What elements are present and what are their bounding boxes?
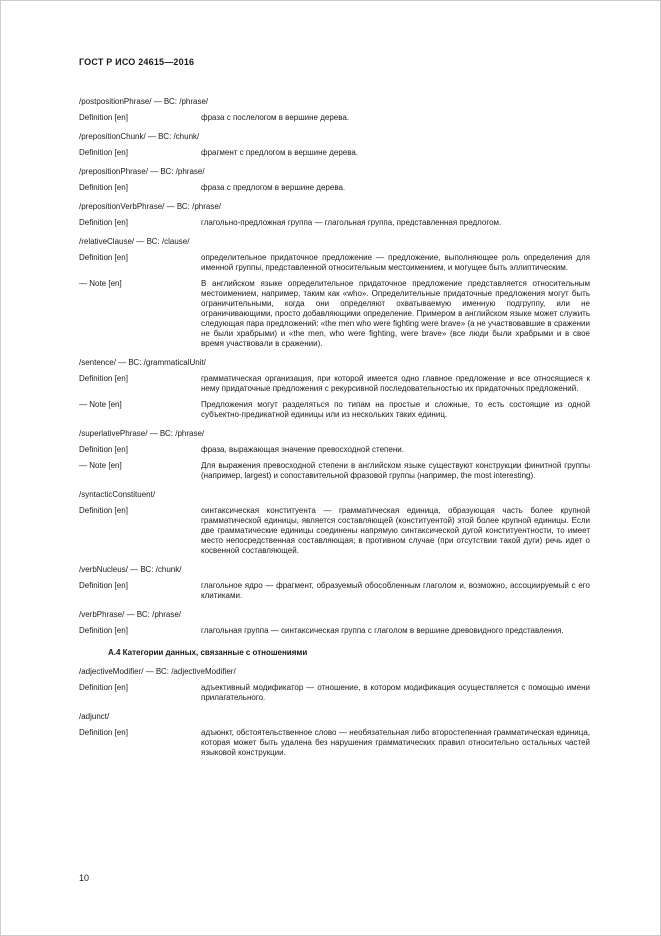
definition-text: глагольное ядро — фрагмент, образуемый обособленным глаголом и, возможно, ассоциируемый с его клитиками. (201, 581, 590, 600)
definition-text: определительное придаточное предложение — предложение, выполняющее роль определения для именной группы, представленной относительным местоимением, и могущее быть эллиптическим. (201, 253, 590, 272)
page-number: 10 (79, 873, 90, 883)
term-line: /sentence/ — ВС: /grammaticalUnit/ (79, 358, 206, 367)
term-line: /verbNucleus/ — ВС: /chunk/ (79, 565, 182, 574)
term-line: /adjectiveModifier/ — ВС: /adjectiveModifier/ (79, 667, 236, 676)
definition-label: Definition [en] (79, 113, 128, 122)
definition-row (79, 683, 590, 703)
definition-text: глагольная группа — синтаксическая группа с глаголом в вершине древовидного представления. (201, 626, 564, 635)
note-label: — Note [en] (79, 461, 122, 470)
term-line: /verbPhrase/ — ВС: /phrase/ (79, 610, 181, 619)
note-row (79, 400, 590, 420)
definition-row (79, 183, 590, 193)
definition-row (79, 506, 590, 556)
definition-label: Definition [en] (79, 183, 128, 192)
definition-text: фраза с предлогом в вершине дерева. (201, 183, 346, 192)
term-line: /syntacticConstituent/ (79, 490, 156, 499)
term-line: /prepositionVerbPhrase/ — ВС: /phrase/ (79, 202, 222, 211)
note-row (79, 279, 590, 349)
definition-row (79, 113, 590, 123)
note-label: — Note [en] (79, 279, 122, 288)
definition-row (79, 626, 590, 636)
definition-row (79, 148, 590, 158)
definition-label: Definition [en] (79, 374, 128, 383)
definition-text: адъективный модификатор — отношение, в котором модификация осуществляется с помощью имени прилагательного. (201, 683, 590, 702)
note-text: Предложения могут разделяться по типам на простые и сложные, то есть состоящие из одной субъектно-предикатной единицы или из нескольких таких единиц. (201, 400, 590, 419)
section-heading: А.4 Категории данных, связанные с отношениями (108, 648, 308, 657)
definition-row (79, 218, 590, 228)
definition-label: Definition [en] (79, 253, 128, 262)
definition-label: Definition [en] (79, 506, 128, 515)
definition-text: фраза, выражающая значение превосходной степени. (201, 445, 404, 454)
definition-text: адъюнкт, обстоятельственное слово — необязательная либо второстепенная грамматическая единица, которая может быть удалена без нарушения грамматических правил относительно остальных частей языковой конструкции. (201, 728, 590, 757)
definition-label: Definition [en] (79, 148, 128, 157)
note-text: Для выражения превосходной степени в английском языке существуют конструкции финитной группы (например, largest) и сопоставительной фразовой группы (например, the most interesting). (201, 461, 590, 480)
definition-row (79, 728, 590, 758)
note-label: — Note [en] (79, 400, 122, 409)
definition-text: грамматическая организация, при которой имеется одно главное предложение и все относящиеся к нему придаточные предложения с рекурсивной последовательностью их придаточных предложений. (201, 374, 590, 393)
definition-row (79, 374, 590, 394)
definition-label: Definition [en] (79, 581, 128, 590)
note-text: В английском языке определительное придаточное предложение представляется относительным местоимением, например, таким как «who». Определительные придаточные предложения могут быть ограничительными, когда они определяют охватываемую именную подгруппу, или не ограничивающими, просто добавляющими определение. Примером в английском языке может служить следующая пара предложений: «the men who were fighting were brave» (а не участвовавшие в сражении не были храбрыми) и «the men, who were fighting, were brave» (все люди были храбрыми и в свое время участвовали в сражении). (201, 279, 590, 348)
definition-label: Definition [en] (79, 728, 128, 737)
document-standard-title: ГОСТ Р ИСО 24615—2016 (79, 57, 195, 67)
definition-row (79, 253, 590, 273)
note-row (79, 461, 590, 481)
term-line: /prepositionPhrase/ — ВС: /phrase/ (79, 167, 205, 176)
definition-text: фрагмент с предлогом в вершине дерева. (201, 148, 359, 157)
definition-text: фраза с послелогом в вершине дерева. (201, 113, 350, 122)
term-line: /prepositionChunk/ — ВС: /chunk/ (79, 132, 200, 141)
definition-text: синтаксическая конституента — грамматическая единица, образующая часть более крупной грамматической единицы, является составляющей (конституентой) этой более крупной единицы. Если две грамматические единицы соединены напрямую синтаксической дугой конституентности, то имеет место непосредственная составляющая; в противном случае (при отсутствии такой дуги) речь идет о косвенной составляющей. (201, 506, 590, 555)
term-line: /postpositionPhrase/ — ВС: /phrase/ (79, 97, 209, 106)
definition-row (79, 445, 590, 455)
definition-label: Definition [en] (79, 218, 128, 227)
term-line: /relativeClause/ — ВС: /clause/ (79, 237, 190, 246)
definition-row (79, 581, 590, 601)
term-line: /superlativePhrase/ — ВС: /phrase/ (79, 429, 205, 438)
definition-label: Definition [en] (79, 626, 128, 635)
term-line: /adjunct/ (79, 712, 110, 721)
definition-text: глагольно-предложная группа — глагольная группа, представленная предлогом. (201, 218, 502, 227)
terminology-entries (79, 97, 590, 758)
definition-label: Definition [en] (79, 683, 128, 692)
definition-label: Definition [en] (79, 445, 128, 454)
